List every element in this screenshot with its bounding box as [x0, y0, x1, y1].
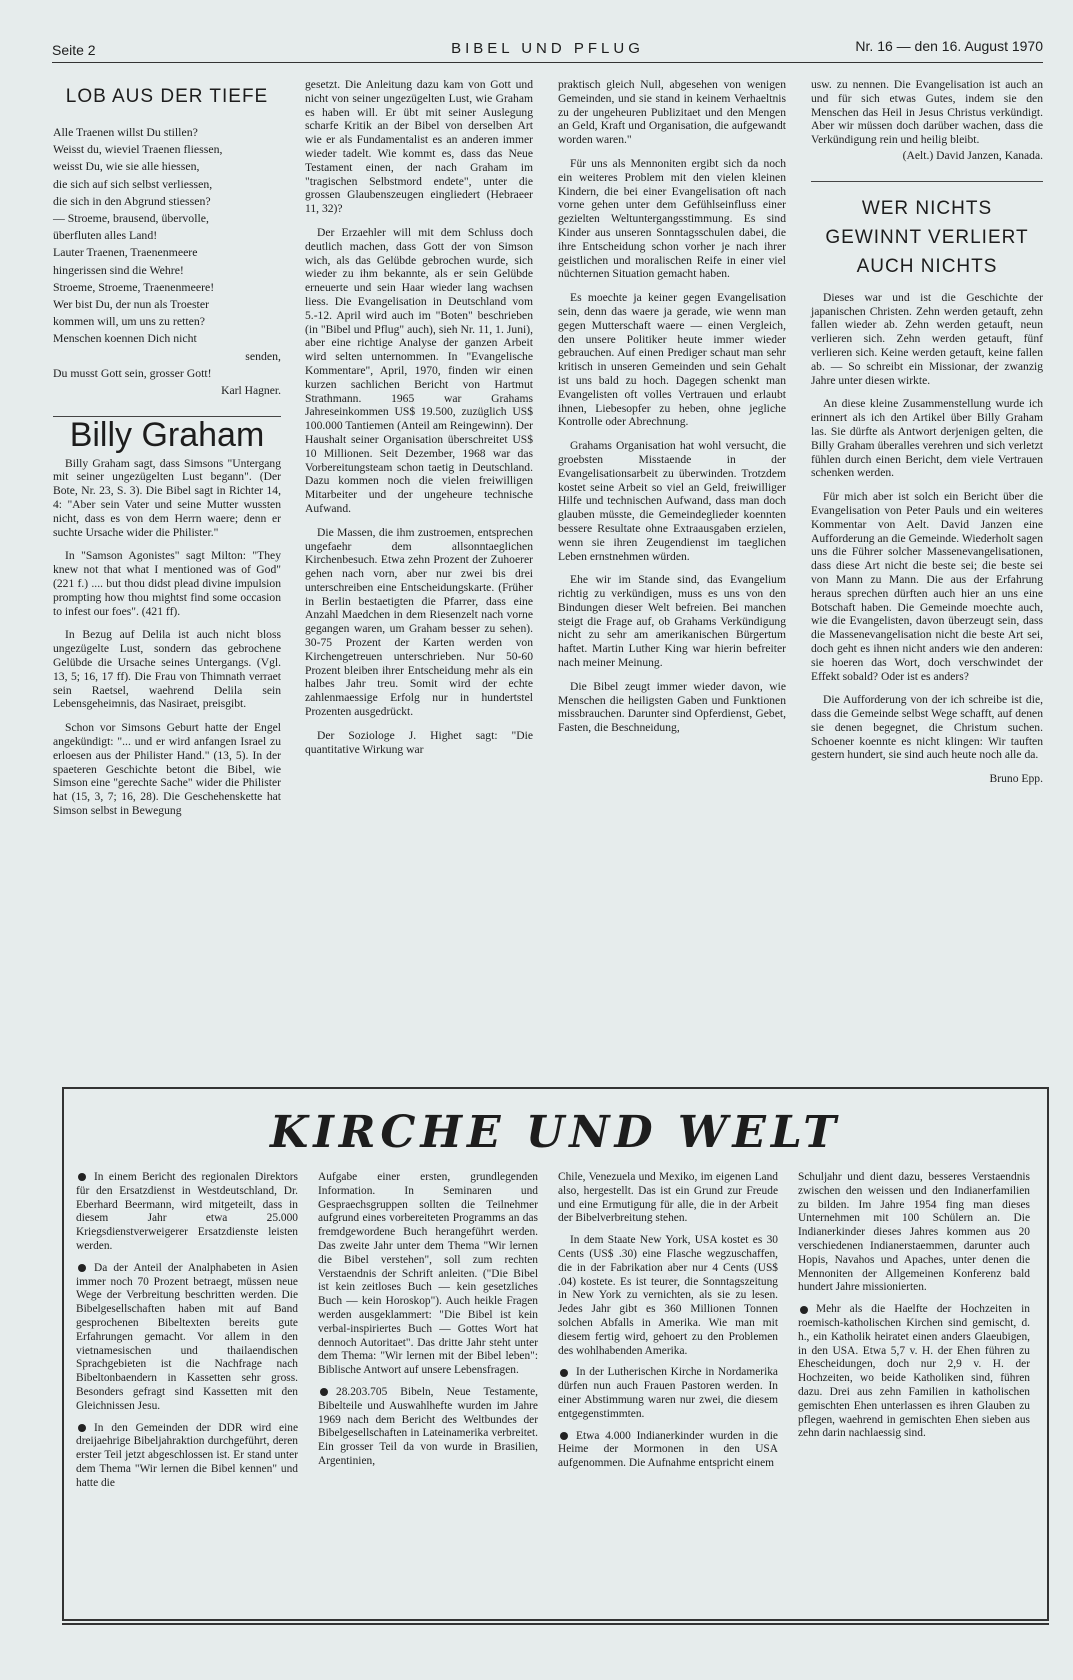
poem-line: senden,: [245, 348, 281, 363]
bullet-icon: [78, 1424, 86, 1432]
article-title: WER NICHTS GEWINNT VERLIERT AUCH NICHTS: [825, 197, 1029, 277]
poem-line: — Stroeme, brausend, übervolle,: [53, 211, 209, 226]
poem-line: überfluten alles Land!: [53, 228, 158, 243]
newspaper-title: BIBEL UND PFLUG: [451, 40, 644, 57]
poem-title: LOB AUS DER TIEFE: [65, 86, 269, 107]
paragraph: Der Soziologe J. Highet sagt: "Die quantitative Wirkung war: [305, 728, 533, 756]
poem: [53, 124, 281, 382]
divider: [811, 181, 1043, 182]
poem-line: weisst Du, wie sie alle hiessen,: [53, 159, 200, 174]
divider: [62, 1623, 1049, 1625]
issue-date: Nr. 16 — den 16. August 1970: [855, 38, 1043, 54]
signature: Bruno Epp.: [989, 772, 1043, 786]
bullet-icon: [78, 1173, 86, 1181]
news-item: In dem Staate New York, USA kostet es 30 Cents (US$ .30) eine Flasche wegzuschaffen, die in der Fabrikation aber nur 4 Cents (US$ .04) kostete. Es ist teurer, die Sonntagszeitung in New York zu vernichten, als sie zu lesen. Jedes Jahr gibt es 360 Millionen Tonnen solchen Abfalls in Amerika. Wie man mit diesem fertig wird, gehoert zu den Problemen des wohlhabenden Amerika.: [558, 1234, 778, 1357]
news-item: Da der Anteil der Analphabeten in Asien immer noch 70 Prozent betraegt, müssen neue Wege der Verbreitung beschritten werden. Die Bibelgesellschaften haben mit auf Band gesprochenen Bibeltexten bereits gute Erfahrungen gemacht. Vor allem in den vietnamesischen und thailaendischen Sprachgebieten ist die Nachfrage nach Bibeltonbaendern in Kassetten sehr gross. Besonders gefragt sind Kassetten mit den Gleichnissen Jesu.: [76, 1261, 298, 1412]
news-item: Chile, Venezuela und Mexiko, im eigenen Land also, hergestellt. Das ist ein Grund zur Freude und eine Ermutigung für alle, die in der Arbeit der Bibelverbreitung stehen.: [558, 1171, 778, 1225]
paragraph: Schon vor Simsons Geburt hatte der Engel angekündigt: "... und er wird anfangen Israel zu erloesen aus der Philister Hand." (13, 5). In der spaeteren Geschichte betont die Bibel, wie Simson eine "gerechte Sache" wider die Philister hat (15, 3, 7; 16, 28). Die Geschehenskette hat Simson selbst in Bewegung: [53, 721, 281, 817]
kirche-column-2: [318, 1171, 538, 1477]
poem-line: kommen will, um uns zu retten?: [53, 314, 206, 329]
news-item: Schuljahr und dient dazu, besseres Verstaendnis zwischen den weissen und den Indianerfamilien zu bilden. Im Jahre 1954 fing man dieses Unternehmen mit 100 Schülern an. Die Indianerkinder dieses Jahres kommen aus 20 verschiedenen Indianerstaemmen, darunter auch Hopis, Navahos und Apaches, unter denen die Mennoniten der Allgemeinen Konferenz bald hundert Jahre missionierten.: [798, 1171, 1030, 1294]
column-4: [811, 78, 1043, 786]
bullet-icon: [560, 1432, 568, 1440]
paragraph: Billy Graham sagt, dass Simsons "Untergang mit seiner ungezügelten Lust begann". (Der Bote, Nr. 23, S. 3). Die Bibel sagt in Richter 14, 4: "Aber sein Vater und seine Mutter wussten nicht, dass es von dem Herrn waere; denn er suchte Ursache wider die Philister.": [53, 456, 281, 539]
news-item: In der Lutherischen Kirche in Nordamerika dürfen nun auch Frauen Pastoren werden. In einer Abstimmung waren nur zwei, die diesem entgegenstimmten.: [558, 1366, 778, 1420]
kirche-und-welt-box: [62, 1087, 1049, 1621]
section-title: KIRCHE UND WELT: [270, 1107, 841, 1158]
paragraph: In Bezug auf Delila ist auch nicht bloss ungezügelte Lust, sondern das gebrochene Gelübde die Ursache seines Untergangs. (Vgl. 13, 5; 16, 17 ff). Die Frau von Thimnath verraet sein Raetsel, waehrend Delila sein Lebensgeheimnis, das Nasiraet, preisgibt.: [53, 628, 281, 711]
paragraph: Die Aufforderung von der ich schreibe ist die, dass die Gemeinde selbst Wege schafft, auf denen sie denen begegnet, die Christum suchen. Schoener koennte es nicht klingen: Wir tauften gestern hundert, sie sind auch heute noch alle da.: [811, 693, 1043, 762]
kirche-column-4: [798, 1171, 1030, 1449]
signature: (Aelt.) David Janzen, Kanada.: [902, 148, 1043, 162]
paragraph: Es moechte ja keiner gegen Evangelisation sein, denn das waere ja gerade, wie wenn man gegen Mutterschaft waere — einen Vergleich, den unsere Politiker heute immer wieder gebrauchen. Auf einen Prediger schaut man sehr kritisch in unseren Gemeinden und sein Gehalt ist uns bald zu hoch. Dagegen schenkt man Evangelisten oft volles Vertrauen und erlaubt ihnen, Liebesopfer zu heben, ohne jegliche Kontrolle oder Abrechnung.: [558, 291, 786, 429]
poem-line: Wer bist Du, der nun als Troester: [53, 297, 209, 312]
poem-line: Stroeme, Stroeme, Traenenmeere!: [53, 279, 215, 294]
paragraph: Die Bibel zeugt immer wieder davon, wie Menschen die heiligsten Gaben und Funktionen missbrauchen. Darunter sind Opferdienst, Gebet, Fasten, die Beschneidung,: [558, 679, 786, 735]
column-1: [53, 78, 281, 828]
news-item: 28.203.705 Bibeln, Neue Testamente, Bibelteile und Auswahlhefte wurden im Jahre 1969 nach dem Bericht des Weltbundes der Bibelgesellschaften in Lateinamerika verbreitet. Ein grosser Teil da von wurde in Brasilien, Argentinien,: [318, 1385, 538, 1467]
poem-line: die sich auf sich selbst verliessen,: [53, 176, 213, 191]
paragraph: Für mich aber ist solch ein Bericht über die Evangelisation von Peter Pauls und ein weiteres Kommentar von Aelt. David Janzen eine Aufforderung an die Gemeinde. Wiederholt sagen uns die Führer solcher Massenevangelisationen, dass diese Art nicht die beste sei; die beste sei von Mann zu Mann. Die aus der Erfahrung heraus sprechen dürften auch hier an uns eine Botschaft haben. Die Gemeinde moechte auch, wie die Evangelisten, davon überzeugt sein, dass die Massenevangelisation nicht die beste Art sei, doch geht es ihnen nicht anders wie den anderen: sie hoeren das Wort, doch verschwindet der Effekt sobald? Oder ist es anders?: [811, 490, 1043, 683]
paragraph: Der Erzaehler will mit dem Schluss doch deutlich machen, dass Gott der von Simson wich, als das Gelübde gebrochen wurde, sich wieder zu ihm bekannte, als er sein Gelübde erneuerte und sein Haar wieder lang wachsen liess. Die Evangelisation in Deutschland vom 5.-12. April wird auch im "Boten" beschrieben (in "Bibel und Pflug" auch), sieh Nr. 11, 1. Juni), aber eine richtige Analyse der ganzen Arbeit wird selten unternommen. In "Evangelische Kommentare", April, 1970, finden wir einen kurzen sachlichen Bericht von Hartmut Strathmann. 1965 war Grahams Jahreseinkommen US$ 19.500, zuzüglich US$ 100.000 Tantiemen (Anteil am Reingewinn). Der Haushalt seiner Organisation überschreitet US$ 10 Millionen. Seit Dezember, 1968 war das Vorbereitungsteam schon taetig in Deutschland. Dazu kommen noch die vielen freiwilligen Mitarbeiter und der ungeheure technische Aufwand.: [305, 225, 533, 515]
paragraph: An diese kleine Zusammenstellung wurde ich erinnert als ich den Artikel über Billy Graham las. Sie dürfte als Antwort derjenigen gelten, die Billy Graham überalles verehren und sich verletzt fühlen durch einen Bericht, dem viele Vertrauen schenken werden.: [811, 397, 1043, 480]
paragraph: usw. zu nennen. Die Evangelisation ist auch an und für sich etwas Gutes, indem sie den Menschen das Heil in Jesus Christus verkündigt. Aber wir müssen doch darüber wachen, dass die Verkündigung rein und heilig bleibt.: [811, 78, 1043, 147]
news-item: In den Gemeinden der DDR wird eine dreijaehrige Bibeljahraktion durchgeführt, deren erster Teil jetzt abgeschlossen ist. Er stand unter dem Thema "Wir lernen die Bibel kennen" und hatte die: [76, 1421, 298, 1489]
bullet-icon: [560, 1369, 568, 1377]
page-header: [52, 40, 1043, 63]
poem-line: Alle Traenen willst Du stillen?: [53, 125, 198, 139]
poem-line: Lauter Traenen, Traenenmeere: [53, 245, 198, 260]
paragraph: Grahams Organisation hat wohl versucht, die groebsten Misstaende in der Evangelisationsarbeit zu überwinden. Trotzdem kostet seine Arbeit so viel an Geld, freiwilliger Hilfe und technischen Aufwand, dass man doch glauben müsste, die Gemeindeglieder koennten bessere Resultate ohne Extraausgaben erzielen, wenn sie ihren Zeugendienst im taeglichen Leben ernstnehmen würden.: [558, 439, 786, 563]
news-item: Etwa 4.000 Indianerkinder wurden in die Heime der Mormonen in den USA aufgenommen. Die Aufnahme entspricht einem: [558, 1429, 778, 1470]
news-item: Aufgabe einer ersten, grundlegenden Information. In Seminaren und Gespraechsgruppen sollten die Teilnehmer aufgrund eines vorbereiteten Programms an das fremdgewordene Buch herangeführt werden. Das zweite Jahr unter dem Thema "Wir lernen die Bibel verstehen", soll zum rechten Verstaendnis der Schrift anleiten. ("Die Bibel ist kein zeitloses Buch — kein gesetzliches Buch — kein Horoskop"). Auch heikle Fragen werden ausgeklammert: "Die Bibel ist kein verbal-inspiriertes Buch — Gottes Wort hat dennoch Autoritaet". Das dritte Jahr steht unter dem Thema: "Wir lernen mit der Bibel leben": Biblische Antwort auf unsere Lebensfragen.: [318, 1171, 538, 1377]
paragraph: Ehe wir im Stande sind, das Evangelium richtig zu verkündigen, muss es uns von den Bindungen dieser Welt befreien. Bei manchen steigt die Frage auf, ob Grahams Verkündigung nicht zu sehr am amerikanischen Bürgertum haftet. Martin Luther King war hierin befreiter nach meiner Meinung.: [558, 573, 786, 670]
column-2: [305, 78, 533, 766]
column-3: [558, 78, 786, 745]
bullet-icon: [800, 1306, 808, 1314]
poem-line: Du musst Gott sein, grosser Gott!: [53, 365, 212, 380]
kirche-column-1: [76, 1171, 298, 1499]
paragraph: Die Massen, die ihm zustroemen, entsprechen ungefaehr dem allsonntaeglichen Kirchenbesuch. Etwa zehn Prozent der Zuhoerer gehen nach vorn, aber nur zwei bis drei unterschreiben eine Entscheidungskarte. (Früher in Berlin bestaetigten die Pfarrer, dass eine Anzahl Maedchen in dem Riesenzelt nach vorne gegangen waren, um Graham besser zu sehen). 30-75 Prozent der Karten werden von Kirchengetreuen unterschrieben. Nur 50-60 Prozent bleiben ihrer Entscheidung mehr als ein halbes Jahr treu. Somit wird der echte zahlenmaessige Erfolg nur in hundertstel Prozenten ausgedrückt.: [305, 525, 533, 719]
paragraph: praktisch gleich Null, abgesehen von wenigen Gemeinden, und sie stand in keinem Verhaeltnis zu der ungeheuren Publizitaet und den Mengen an Geld, Kraft und Organisation, die aufgewandt worden waren.": [558, 78, 786, 147]
page-number: Seite 2: [52, 42, 96, 58]
kirche-column-3: [558, 1171, 778, 1479]
bullet-icon: [320, 1388, 328, 1396]
poem-line: die sich in den Abgrund stiessen?: [53, 193, 211, 208]
paragraph: gesetzt. Die Anleitung dazu kam von Gott und nicht von seiner ungezügelten Lust, wie Graham es haben will. Er übt mit seiner Auslegung scharfe Kritik an der Bibel von derselben Art wie er als Fundamentalist es an anderen immer wieder tadelt. Wie kommt es, dass das Neue Testament einen, der nach Graham im "tragischen Selbstmord endete", unter die grossen Glaubenszeugen eingliedert (Hebraeer 11, 32)?: [305, 78, 533, 216]
poem-line: Weisst du, wieviel Traenen fliessen,: [53, 142, 223, 157]
paragraph: Für uns als Mennoniten ergibt sich da noch ein weiteres Problem mit den vielen kleinen Kindern, die bei einer Evangelisation oft nach vorne gehen unter dem Gefühlseinfluss einer gezielten Weltuntergangsstimmung. Es sind Kinder aus unseren Sonntagsschulen dabei, die ihre Entscheidung schon vorher je nach ihrer geistlichen und moralischen Reife in einer viel nüchternen Situation gemacht haben.: [558, 156, 786, 281]
paragraph: Dieses war und ist die Geschichte der japanischen Christen. Zehn werden getauft, zehn fallen wieder ab. Zehn werden getauft, neun verlieren sich. Zehn werden getauft, fünf verlieren sich. Keine werden getauft, keine fallen ab. — So schreibt ein Missionar, der zwanzig Jahre unter diesen wirkte.: [811, 290, 1043, 387]
paragraph: In "Samson Agonistes" sagt Milton: "They knew not that what I mentioned was of God" (221 f.) .... but thou didst plead divine impulsion prompting how thou mightst find some occasion to infest our foes". (421 ff).: [53, 549, 281, 618]
poem-line: Menschen koennen Dich nicht: [53, 331, 197, 346]
article-title: Billy Graham: [69, 415, 265, 454]
bullet-icon: [78, 1264, 86, 1272]
news-item: Mehr als die Haelfte der Hochzeiten in roemisch-katholischen Kirchen sind gemischt, d. h., ein Katholik heiratet einen anders Glaeubigen, in den USA. Etwa 5,7 v. H. der Ehen führen zu Ehescheidungen, doch nur 2,9 v. H. der Hochzeiten, wo beide Katholiken sind, führen dazu. Drei aus zehn Familien in katholischen gemischten Ehen unterlassen es ihren Glauben zu pflegen, waehrend in gemischten Ehen sieben aus zehn darin nachlaessig sind.: [798, 1303, 1030, 1440]
news-item: In einem Bericht des regionalen Direktors für den Ersatzdienst in Westdeutschland, Dr. Eberhard Beermann, wird mitgeteilt, dass in diesem Jahr etwa 25.000 Kriegsdienstverweigerer Ersatzdienste leisten werden.: [76, 1171, 298, 1252]
poem-author: Karl Hagner.: [221, 384, 281, 398]
poem-line: hingerissen sind die Wehre!: [53, 262, 184, 277]
